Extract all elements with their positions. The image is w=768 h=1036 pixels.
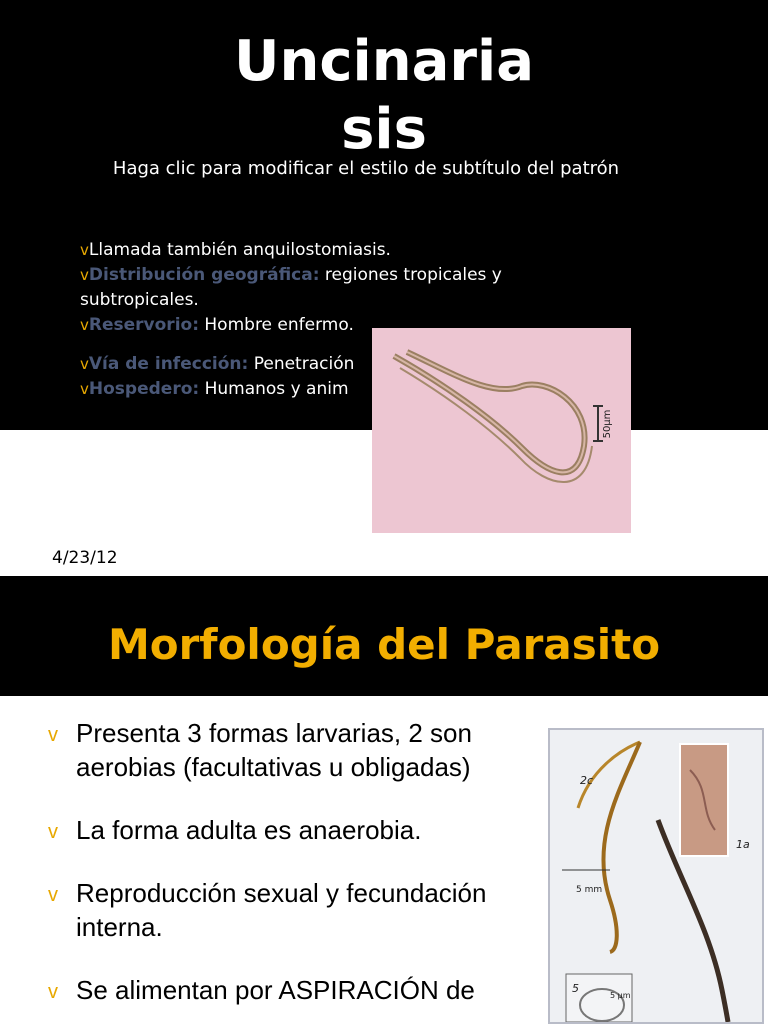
larva-drawing-icon [372,328,631,533]
slide-1-subtitle-placeholder[interactable]: Haga clic para modificar el estilo de subtítulo del patrón [112,158,620,179]
scale-label: 50µm [602,409,613,439]
bullet-mark-icon: v [80,380,89,398]
hookworm-morphology-plate [548,728,764,1024]
bullet-mark-icon: v [48,884,58,906]
bullet-mark-icon: v [80,241,89,259]
bullet-mark-icon: v [80,266,89,284]
bullet-mark-icon: v [48,981,58,1003]
plate-scale-label: 5 µm [610,991,631,1000]
plate-scale-label: 5 mm [576,885,603,895]
bullet-item: vReservorio: Hombre enfermo. [80,315,354,335]
slide-1-title-line-2: sis [341,97,427,162]
bullet-item: vVía de infección: Penetración [80,354,355,374]
bullet-item: v Se alimentan por ASPIRACIÓN de [48,973,548,1007]
slide-1-title-line-1: Uncinaria [234,29,534,94]
worm-specimens-icon [550,730,762,1022]
slide-2-title: Morfología del Parasito [107,620,661,669]
bullet-item: v Presenta 3 formas larvarias, 2 son aerobias (facultativas u obligadas) [48,718,472,782]
bullet-mark-icon: v [48,821,58,843]
bullet-mark-icon: v [80,355,89,373]
slide-2-bullet-list [48,716,548,1036]
bullet-item: vLlamada también anquilostomiasis. [80,240,391,260]
bullet-mark-icon: v [80,316,89,334]
bullet-item: v La forma adulta es anaerobia. [48,813,548,847]
slide-date: 4/23/12 [52,548,118,568]
bullet-item: vDistribución geográfica: regiones tropicales y subtropicales. [80,265,502,310]
plate-label: 2c [580,774,594,787]
bullet-item: vHospedero: Humanos y anim [80,379,349,399]
bullet-item: v Reproducción sexual y fecundación interna. [48,878,487,942]
hookworm-larva-micrograph [372,328,631,533]
bullet-mark-icon: v [48,724,58,746]
plate-label: 5 [572,982,579,995]
plate-label: 1a [736,838,750,851]
